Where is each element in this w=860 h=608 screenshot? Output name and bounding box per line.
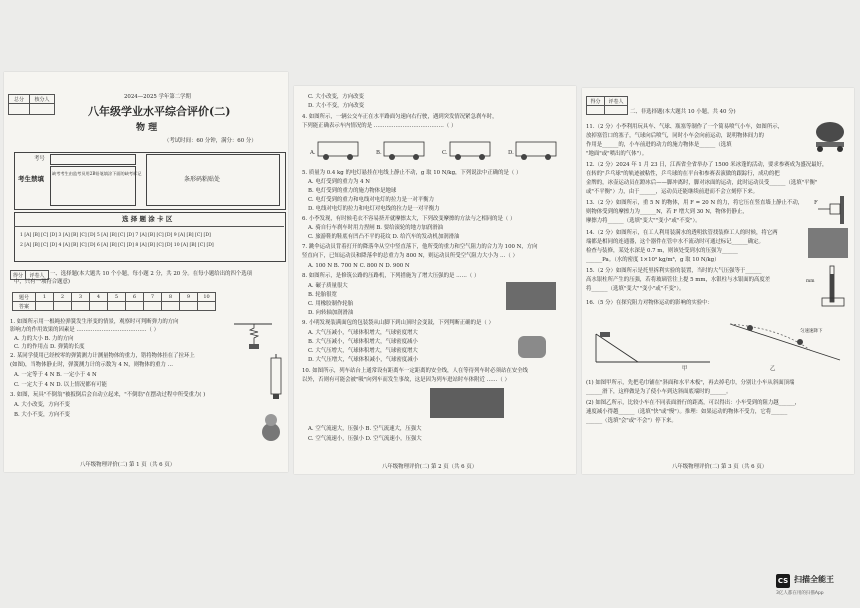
option-label: B. <box>376 150 382 156</box>
option-line: A. 大气压减小，气球体积增大，气球密度增大 <box>308 330 418 336</box>
question-line: 将______（选填"变大""变小"或"不变"）。 <box>586 286 685 292</box>
mm-label: mm <box>806 279 815 284</box>
option-line: A. 碾子质量很大 <box>308 283 348 289</box>
answer-cell[interactable] <box>36 302 54 311</box>
grader-head-grader: 评卷人 <box>605 97 628 106</box>
card-row-2[interactable]: 2 [A] [B] [C] [D] 4 [A] [B] [C] [D] 6 [A] [B] [C] [D] 8 [A] [B] [C] [D] 10 [A] [B] [C] [D] <box>20 243 214 248</box>
question-line: 摩擦力将______（选填"变大""变小"或"不变"）。 <box>586 218 701 224</box>
exam-no-label: 考号 <box>34 156 45 162</box>
option-line: C. 力的作用点 D. 弹簧的长度 <box>14 344 85 350</box>
bread-bag-photo <box>518 336 546 358</box>
section1-title-cont: 中，只有一项符合题意) <box>14 279 71 285</box>
page-3 <box>582 88 854 474</box>
option-line: A. 100 N B. 700 N C. 800 N D. 900 N <box>308 263 410 269</box>
option-line: C. 旅游鞋的鞋底有凹凸不平的花纹 D. 给汽车的发动机加润滑油 <box>308 234 460 240</box>
option-label: A. <box>310 150 316 156</box>
answer-table-head: 9 <box>180 293 198 302</box>
option-line: C. 电灯受到的重力和电线对电灯的拉力是一对平衡力 <box>308 197 434 203</box>
question-line: 3. 如图，玩具"不倒翁"被扳倒后会自动立起来，"不倒翁"在摆动过程中所受重力( ) <box>10 392 206 398</box>
option-line: C. 一定大于 4 N D. 以上情况都有可能 <box>14 382 107 388</box>
section1-title: 一、选择题(本大题共 10 个小题，每小题 2 分，共 20 分。在每小题给出的四个选项 <box>50 271 253 277</box>
answer-cell[interactable] <box>126 302 144 311</box>
answer-cell[interactable] <box>72 302 90 311</box>
wall-block-figure <box>818 196 848 224</box>
question-line: ______滑下，这样做是为了使小车到达斜面底端时的______。 <box>586 389 732 395</box>
option-line: C. 空气流速小，压强小 D. 空气流速小，压强大 <box>308 436 422 442</box>
question-line: 6. 小李发现，有时候毛衣不容易挤开就摩擦太大，下列改变摩擦的方法与之相同的是（ ） <box>302 216 516 222</box>
question-line: (如图)，当物体静止时，弹簧测力计的示数为 4 N，则物体的重力 … <box>10 362 174 368</box>
answer-table-head: 8 <box>162 293 180 302</box>
water-level-photo <box>808 228 848 258</box>
question-line: ______Pa。（水的密度 1×10³ kg/m³，g 取 10 N/kg） <box>586 257 720 263</box>
answer-cell[interactable] <box>198 302 216 311</box>
question-line: (1) 如图甲所示，先把毛巾铺在"斜面和水平木板"，再去掉毛巾，分别让小车从斜面顶端 <box>586 380 795 386</box>
scanner-logo: CS <box>776 574 790 588</box>
figure-label-jia: 甲 <box>682 366 688 372</box>
card-title: 选 择 题 涂 卡 区 <box>122 215 173 223</box>
question-line: 4. 如图所示，一辆公交车正在水平路面匀速向右行驶，遇到突发情况紧急刹车时， <box>302 114 498 120</box>
answer-cell[interactable] <box>180 302 198 311</box>
page-footer: 八年级物理评价(二) 第 2 页（共 6 页） <box>382 464 478 470</box>
question-line: 端都是相同的连通器，这个器件在管中水不流动时可通过标记______确定。 <box>586 239 764 245</box>
answer-cell[interactable] <box>54 302 72 311</box>
question-line: 竖直向下，已知运动员和降落伞的总重力为 800 N，则运动员所受空气阻力大小为 …（ ） <box>302 253 518 259</box>
answer-table-head: 5 <box>108 293 126 302</box>
option-line: B. 电灯受到的重力的施力物体是地球 <box>308 188 397 194</box>
score-head-checker: 核分人 <box>30 95 55 104</box>
question-line: 以外，否则有可能会被"吸"向列车而发生事故，这是因为列车进站时车体附近 ……（ ） <box>302 377 510 383</box>
question-line: 8. 如图所示，是修筑公路的压路机，下列措施为了增大压强的是 ……（ ） <box>302 273 480 279</box>
option-line: B. 大气压减小，气球体积增大，气球密度减小 <box>308 339 418 345</box>
question-line: "地面"或"喷出的气体"）。 <box>586 151 648 157</box>
spring-figure <box>232 320 276 350</box>
force-label: F <box>814 200 818 206</box>
option-line: A. 电灯受到的重力为 4 N <box>308 179 371 185</box>
card-row-1[interactable]: 1 [A] [B] [C] [D] 3 [A] [B] [C] [D] 5 [A] [B] [C] [D] 7 [A] [B] [C] [D] 9 [A] [B] [C] [D] <box>20 233 211 238</box>
question-line: 12.（2 分）2024 年 1 月 23 日，江西省全省举办了 1500 米冰蓬的活动，要求参赛成为盛况最好， <box>586 162 828 168</box>
score-head-total: 总分 <box>9 95 30 104</box>
torricelli-figure <box>818 264 850 308</box>
term-label: 2024—2025 学年第二学期 <box>124 94 191 100</box>
option-line: C. 大气压增大，气球体积增大，气球密度增大 <box>308 348 418 354</box>
question-line: 影响力的作用效果的因素是 …………………………………（ ） <box>10 327 159 333</box>
answer-table-head: 10 <box>198 293 216 302</box>
question-line: 金牌的，冰壶运动员在蹬冰后——脚冲离时，脚对冰面的运动，此时运动员受______（选填"平衡" <box>586 180 818 186</box>
question-line: 13.（2 分）如图所示，重 5 N 的物体，用 F = 20 N 的力，将它压在竖直墙上静止不动， <box>586 200 804 206</box>
option-line: A. 空气流速大，压强小 B. 空气流速大，压强大 <box>308 426 422 432</box>
answer-table-head: 2 <box>54 293 72 302</box>
question-line: 或"不平衡"）力，由于______，运动员还能继续前进而不会立刻停下来。 <box>586 189 759 195</box>
option-line: A. 大小改变，方向不变 <box>14 402 70 408</box>
section2-title: 二、非选择题(本大题共 10 小题，共 40 分) <box>630 109 736 115</box>
answer-cell[interactable] <box>144 302 162 311</box>
option-line: A. 一定等于 4 N B. 一定小于 4 N <box>14 372 97 378</box>
question-line: (2) 如图乙所示，比较小车在不同表面滑行的距离，可以得出：小车受到的阻力越______， <box>586 400 801 406</box>
exam-info: （考试时间：60 分钟，满分：60 分） <box>164 138 257 144</box>
question-line: 检查与装修，某处水深是 0.7 m，则该处受到水的压强为______ <box>586 248 738 254</box>
grader-head-score: 得分 <box>587 97 605 106</box>
balloon-car-figure <box>810 120 850 154</box>
figure-label-yi: 乙 <box>770 366 776 372</box>
absent-note: 缺考考生由监考员用2B铅笔填涂下面的缺考标记 <box>52 171 142 176</box>
forbidden-zone: 考生禁填 <box>18 175 44 183</box>
question-line: 高水银柱所产生的压强，若将玻璃管往上提 5 mm，水银柱与水银面的高度差 <box>586 277 771 283</box>
exam-no-boxes[interactable] <box>50 154 136 165</box>
answer-cell[interactable] <box>162 302 180 311</box>
question-line: 7. 跳伞运动员背着打开的降落伞从空中竖直落下，他所受的重力和空气阻力的合力为 100 N，方向 <box>302 244 538 250</box>
question-line: 1. 如图所示用一根绳拉弹簧发生形变的情景，观察时可判断弹力的方向 <box>10 319 179 325</box>
spring-scale-figure <box>268 354 284 400</box>
option-label: D. <box>508 150 514 156</box>
question-line: 15.（2 分）如图所示是托里拆利实验的装置，当时的大气压强等于______ <box>586 268 762 274</box>
question-line: 2. 某同学使用已经校零的弹簧测力计测量物体的重力，错将物体挂在了拉环上 <box>10 353 195 359</box>
question-line: 14.（2 分）如图所示，在工人利用装满水的透明软管找装修工人的时候，将它两 <box>586 230 778 236</box>
question-line: 5. 质量为 0.4 kg 的电灯悬挂在电线上静止不动，g 取 10 N/kg，下列说法中正确的是（ ） <box>302 170 522 176</box>
option-line: A. 力的大小 B. 力的方向 <box>14 336 74 342</box>
option-line: B. 大小不变，方向不变 <box>14 412 70 418</box>
question-line: 11.（2 分）小李利用玩具车、气球、瓶塞等制作了一个简易喷气小车，如图所示， <box>586 124 783 130</box>
option-line: D. 大气压增大，气球体积减小，气球密度减小 <box>308 357 418 363</box>
answer-table-head: 题号 <box>13 293 36 302</box>
option-line: B. 轮胎很宽 <box>308 292 337 298</box>
option-line: D. 大小不变，方向改变 <box>308 103 365 109</box>
question-line: 下列能正确表示车内情况的是 …………………………………（ ） <box>302 123 457 129</box>
question-line: 则物体受到的摩擦力为______N，若 F 增大到 30 N，物体仍静止， <box>586 209 748 215</box>
question-line: 作用是______的，小车前进的动力的施力物体是______（选填 <box>586 142 732 148</box>
card-divider <box>14 226 284 227</box>
answer-table-head: 4 <box>90 293 108 302</box>
page-1 <box>4 72 288 472</box>
bus-options-figure <box>308 136 568 164</box>
option-line: C. 大小改变，方向改变 <box>308 94 364 100</box>
option-line: D. 向转轴加润滑油 <box>308 310 354 316</box>
answer-table-head: 3 <box>72 293 90 302</box>
subject-title: 物 理 <box>136 123 158 133</box>
grader-table <box>586 96 628 115</box>
answer-cell[interactable] <box>108 302 126 311</box>
question-line: 9. 小明发现装满面包的包装袋从山脚下到山顶时会变鼓，下列判断正确的是（ ） <box>302 320 494 326</box>
question-line: 在转的"乒乓球"的轨迹被粘性，乒乓球的在平台和参赛表演做的跟踪行，成功的把 <box>586 171 780 177</box>
train-platform-photo <box>430 388 504 418</box>
question-line: 10. 如图所示，列车站台上通常设有距离车一定距离的安全线，人在等待列车时必须站在安全线 <box>302 368 528 374</box>
total-score-table <box>8 94 55 115</box>
scanner-brand: 扫描全能王 <box>794 575 834 584</box>
answer-table-row-label: 答案 <box>13 302 36 311</box>
page-footer: 八年级物理评价(二) 第 1 页（共 6 页） <box>80 462 176 468</box>
grader-head-grader: 评卷人 <box>26 271 49 280</box>
answer-table-head: 7 <box>144 293 162 302</box>
road-roller-photo <box>506 282 556 310</box>
answer-table-head: 6 <box>126 293 144 302</box>
exam-title: 八年级学业水平综合评价(二) <box>88 105 231 118</box>
option-line: D. 电线对电灯的拉力和电灯对电线的拉力是一对平衡力 <box>308 206 440 212</box>
scanner-tagline: 3亿人都在用的扫描App <box>776 591 824 596</box>
option-line: A. 骑自行车刹车时用力捏闸 B. 要给滚轮的地方加润滑油 <box>308 225 444 231</box>
answer-table <box>12 292 216 311</box>
friction-experiment-figure <box>590 314 848 370</box>
answer-table-head: 1 <box>36 293 54 302</box>
option-label: C. <box>442 150 448 156</box>
page-2 <box>294 86 576 474</box>
tumbler-toy-figure <box>258 412 284 442</box>
grader-head-score: 得分 <box>11 271 26 280</box>
question-line: 16.（5 分）在探究阻力对物体运动的影响的实验中： <box>586 300 713 306</box>
question-line: 速度减小得越______（选填"快"或"慢"）。推理：如果运动的物体不受力，它将______ <box>586 409 788 415</box>
barcode-label: 条形码粘贴处 <box>184 176 221 183</box>
page-footer: 八年级物理评价(二) 第 3 页（共 6 页） <box>672 464 768 470</box>
option-line: C. 用橡胶制作轮胎 <box>308 301 354 307</box>
question-line: 放掉塞管口的塞子，气球向后喷气，同时小车会向前运动，说明物体间力的 <box>586 133 764 139</box>
figure-note: 匀速速降下 <box>800 329 823 334</box>
question-line: ______（选填"会"或"不会"）停下来。 <box>586 418 677 424</box>
answer-cell[interactable] <box>90 302 108 311</box>
